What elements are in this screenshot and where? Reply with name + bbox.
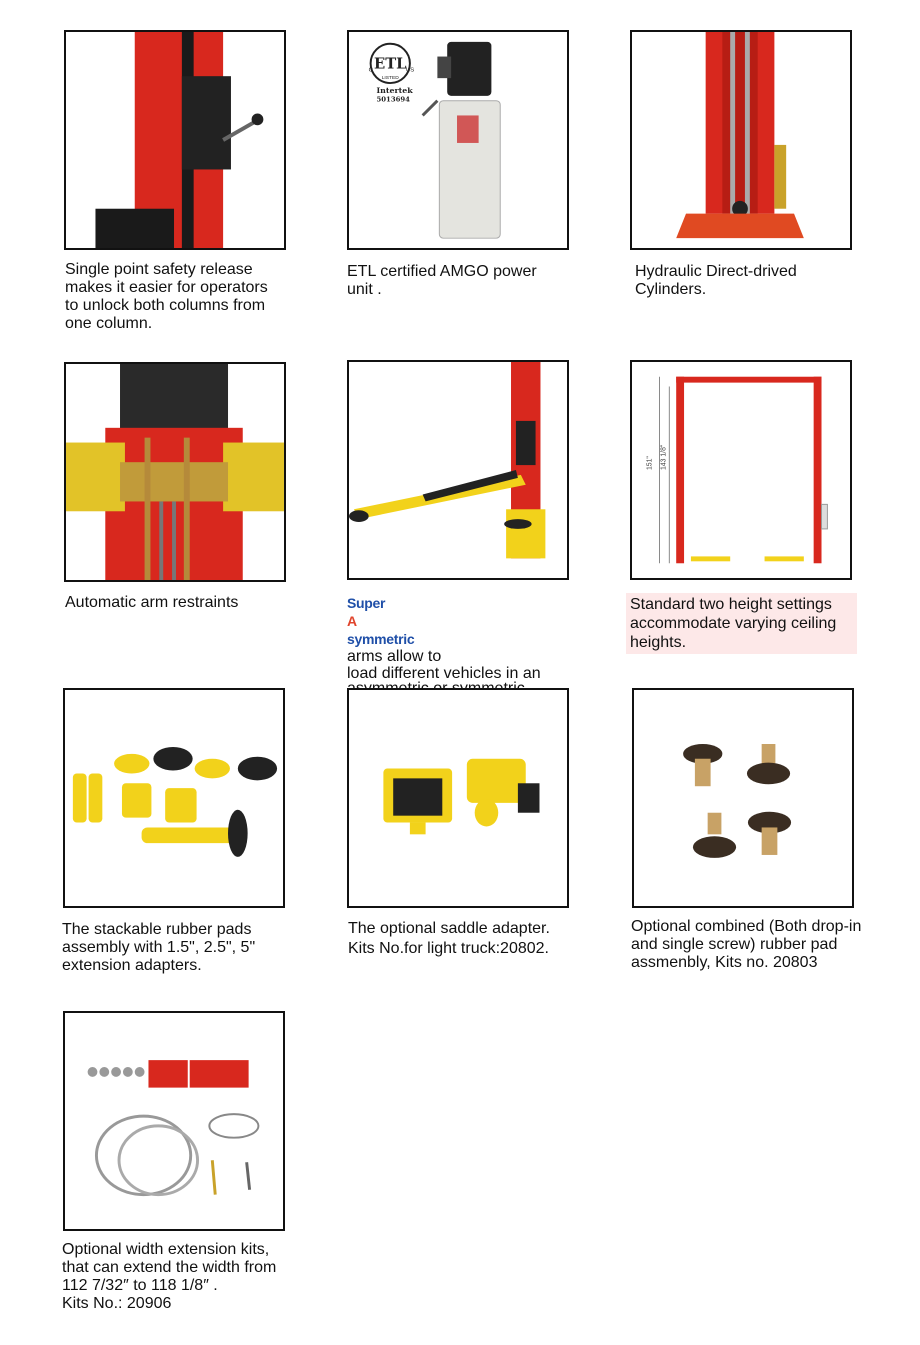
caption-hydraulic: Hydraulic Direct-drived Cylinders. — [635, 263, 797, 298]
hydraulic-cylinder-photo — [630, 30, 852, 250]
svg-text:151": 151" — [646, 456, 654, 470]
rubber-pads-photo — [63, 688, 285, 908]
etl-logo-text: ETL — [373, 55, 407, 73]
svg-text:Intertek: Intertek — [376, 85, 413, 95]
svg-text:US: US — [405, 67, 415, 74]
caption-asymmetric: Super A symmetric arms allow to load different vehicles in an — [347, 595, 541, 682]
svg-text:5013694: 5013694 — [376, 95, 410, 104]
super-asymmetric-logo: Super A symmetric — [347, 595, 415, 647]
caption-width-extension: Optional width extension kits, that can extend the width from 112 7/32″ to 118 1/8″ . Kits No.: 20906 — [62, 1241, 277, 1312]
safety-release-photo — [64, 30, 286, 250]
caption-safety-release: Single point safety release makes it easier for operators to unlock both columns from one column. — [65, 261, 268, 332]
caption-power-unit: ETL certified AMGO power unit . — [347, 263, 537, 298]
width-extension-kit-photo — [63, 1011, 285, 1231]
caption-combined-pads: Optional combined (Both drop-in and single screw) rubber pad assmenbly, Kits no. 20803 — [631, 918, 862, 971]
svg-text:143 1/8": 143 1/8" — [660, 444, 668, 470]
asymmetric-arms-photo — [347, 360, 569, 580]
saddle-adapter-photo — [347, 688, 569, 908]
caption-height-settings: Standard two height settings accommodate varying ceiling heights. — [626, 593, 857, 654]
height-settings-diagram — [630, 360, 852, 580]
caption-arm-restraints: Automatic arm restraints — [65, 594, 239, 611]
power-unit-photo — [347, 30, 569, 250]
caption-rubber-pads: The stackable rubber pads assembly with 1.5", 2.5", 5" extension adapters. — [62, 921, 256, 974]
svg-text:C: C — [368, 67, 373, 74]
svg-text:LISTED: LISTED — [381, 76, 399, 82]
combined-pads-photo — [632, 688, 854, 908]
arm-restraints-photo — [64, 362, 286, 582]
caption-saddle-adapter: The optional saddle adapter. Kits No.for light truck:20802. — [348, 920, 550, 957]
